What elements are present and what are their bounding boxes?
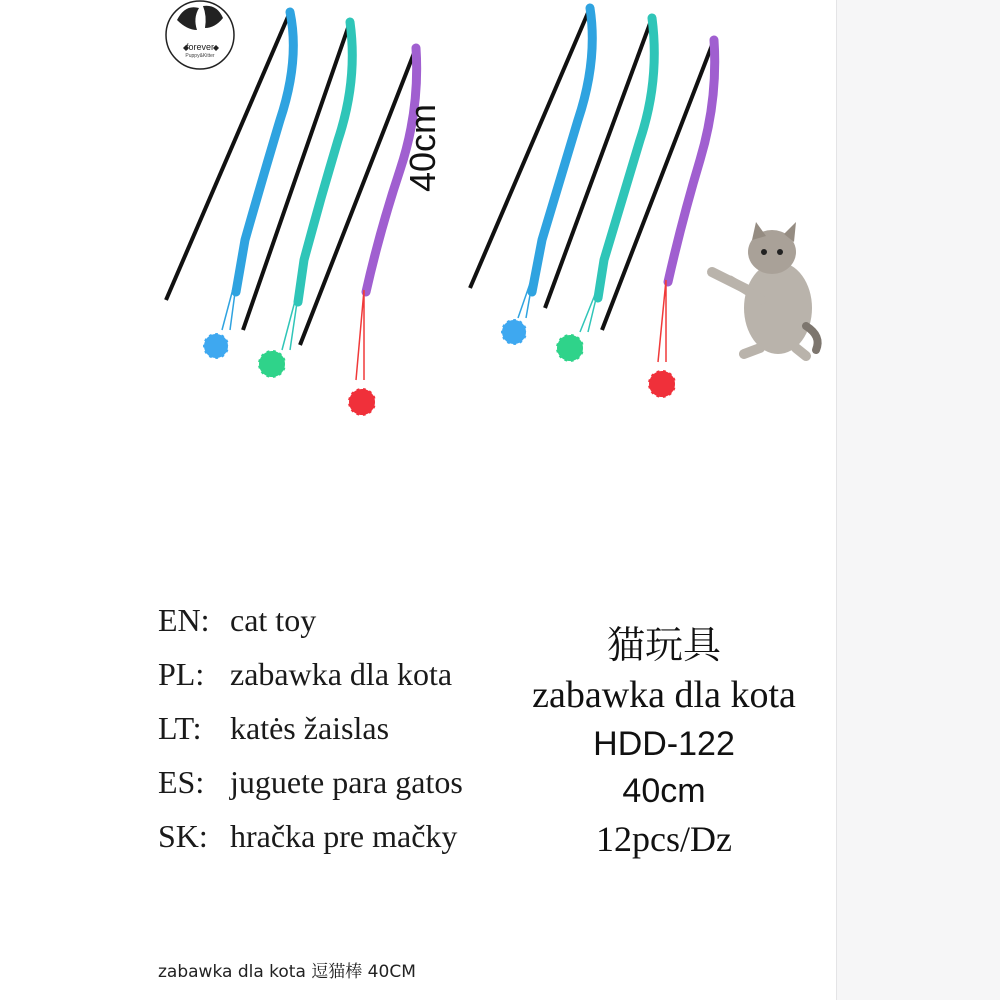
translation-text: zabawka dla kota — [230, 656, 453, 692]
toy-group-left — [166, 12, 417, 416]
product-size: 40cm — [622, 772, 706, 810]
translation-text: katės žaislas — [230, 710, 390, 746]
translation-text: cat toy — [230, 602, 317, 638]
language-code: ES: — [158, 764, 205, 800]
translation-row — [158, 814, 463, 868]
product-specs — [494, 620, 834, 864]
translation-list — [158, 598, 463, 868]
language-code: SK: — [158, 818, 208, 854]
brand-name: forever — [185, 42, 214, 52]
brand-logo — [163, 0, 237, 70]
toy-group-right — [470, 8, 715, 398]
kitten-icon — [712, 222, 818, 356]
side-panel — [836, 0, 1000, 1000]
language-code: EN: — [158, 602, 210, 638]
wand-ribbon-icon — [236, 12, 293, 292]
wand-ribbon-icon — [298, 22, 352, 302]
product-name-polish: zabawka dla kota — [532, 674, 796, 716]
product-name-chinese: 猫玩具 — [606, 623, 721, 667]
translation-row — [158, 760, 463, 814]
size-marker: 40cm — [402, 103, 443, 192]
language-code: PL: — [158, 656, 205, 692]
translation-row — [158, 652, 463, 706]
translation-row — [158, 706, 463, 760]
language-code: LT: — [158, 710, 202, 746]
translation-text: hračka pre mačky — [230, 818, 458, 854]
translation-row — [158, 598, 463, 652]
package-quantity: 12pcs/Dz — [596, 819, 732, 859]
listing-caption[interactable]: zabawka dla kota 逗猫棒 40CM — [158, 962, 416, 982]
product-code: HDD-122 — [593, 725, 735, 763]
brand-tagline: Puppy&Kitter — [185, 53, 215, 59]
translation-text: juguete para gatos — [230, 764, 463, 800]
product-image — [150, 0, 830, 440]
